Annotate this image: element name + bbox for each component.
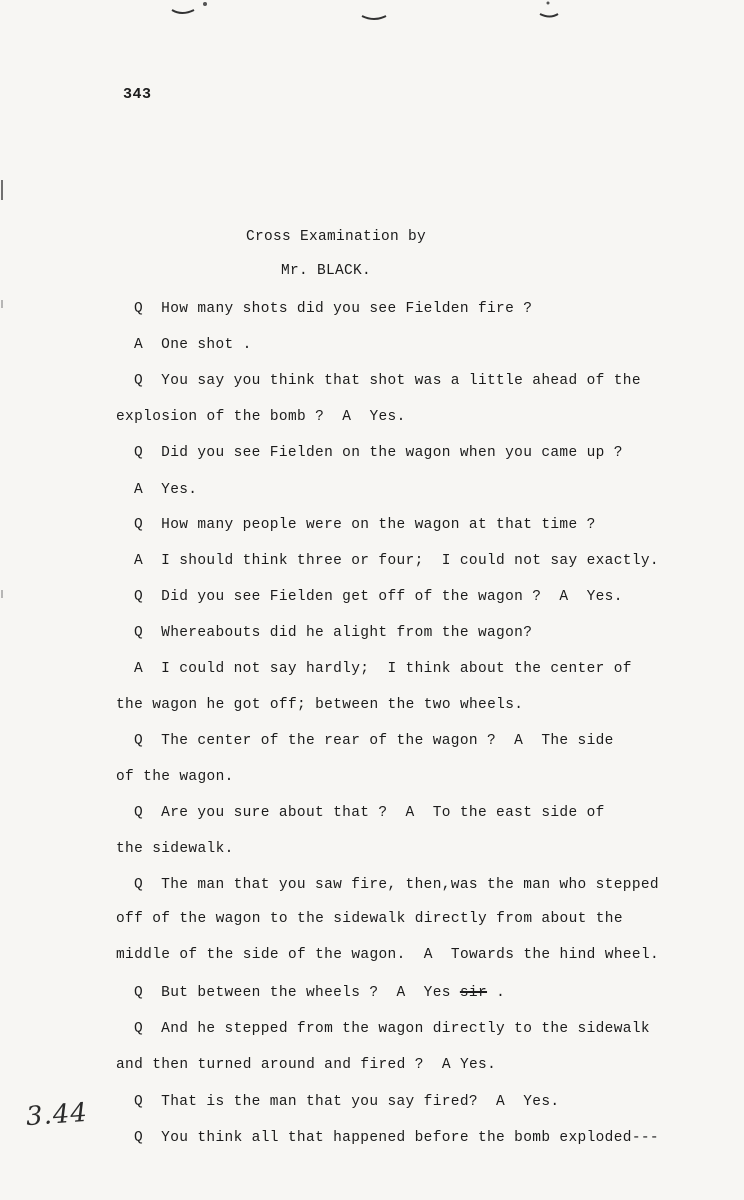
transcript-line: Q Whereabouts did he alight from the wagon? <box>134 625 533 641</box>
transcript-line: Q Are you sure about that ? A To the east side of <box>134 805 605 821</box>
struck-word: sir <box>459 985 488 1001</box>
transcript-line-with-strike <box>134 984 505 1002</box>
transcript-line: A One shot . <box>134 337 252 353</box>
transcript-line: A Yes. <box>134 482 198 498</box>
page-number: 343 <box>123 86 152 103</box>
transcript-line: Q Did you see Fielden get off of the wagon ? A Yes. <box>134 589 623 605</box>
transcript-line: Q The center of the rear of the wagon ? A The side <box>134 733 614 749</box>
transcript-line: explosion of the bomb ? A Yes. <box>116 409 406 425</box>
struck-suffix: . <box>487 985 506 1001</box>
scan-edge-left <box>0 0 6 1200</box>
transcript-line: Q And he stepped from the wagon directly to the sidewalk <box>134 1021 650 1037</box>
transcript-line: Q You think all that happened before the bomb exploded--- <box>134 1130 659 1146</box>
transcript-line: Q How many shots did you see Fielden fire ? <box>134 301 533 317</box>
transcript-line: of the wagon. <box>116 769 234 785</box>
transcript-line: Q Did you see Fielden on the wagon when you came up ? <box>134 445 623 461</box>
transcript-text: Q But between the wheels ? A Yes <box>134 985 451 1001</box>
transcript-line: the wagon he got off; between the two wheels. <box>116 697 524 713</box>
transcript-line: A I should think three or four; I could not say exactly. <box>134 553 659 569</box>
examiner-name: Mr. BLACK. <box>281 263 372 279</box>
handwritten-page-note: 3.44 <box>25 1097 89 1133</box>
section-heading: Cross Examination by <box>246 229 427 245</box>
transcript-line: the sidewalk. <box>116 841 234 857</box>
transcript-line: middle of the side of the wagon. A Towards the hind wheel. <box>116 947 660 963</box>
transcript-line: A I could not say hardly; I think about the center of <box>134 661 632 677</box>
scan-artifacts-top <box>0 0 744 28</box>
transcript-line: Q That is the man that you say fired? A Yes. <box>134 1094 560 1110</box>
transcript-line: Q You say you think that shot was a little ahead of the <box>134 373 641 389</box>
transcript-line: and then turned around and fired ? A Yes. <box>116 1057 497 1073</box>
transcript-line: Q How many people were on the wagon at that time ? <box>134 517 596 533</box>
transcript-line: Q The man that you saw fire, then,was the man who stepped <box>134 877 659 893</box>
transcript-line: off of the wagon to the sidewalk directly from about the <box>116 911 623 927</box>
